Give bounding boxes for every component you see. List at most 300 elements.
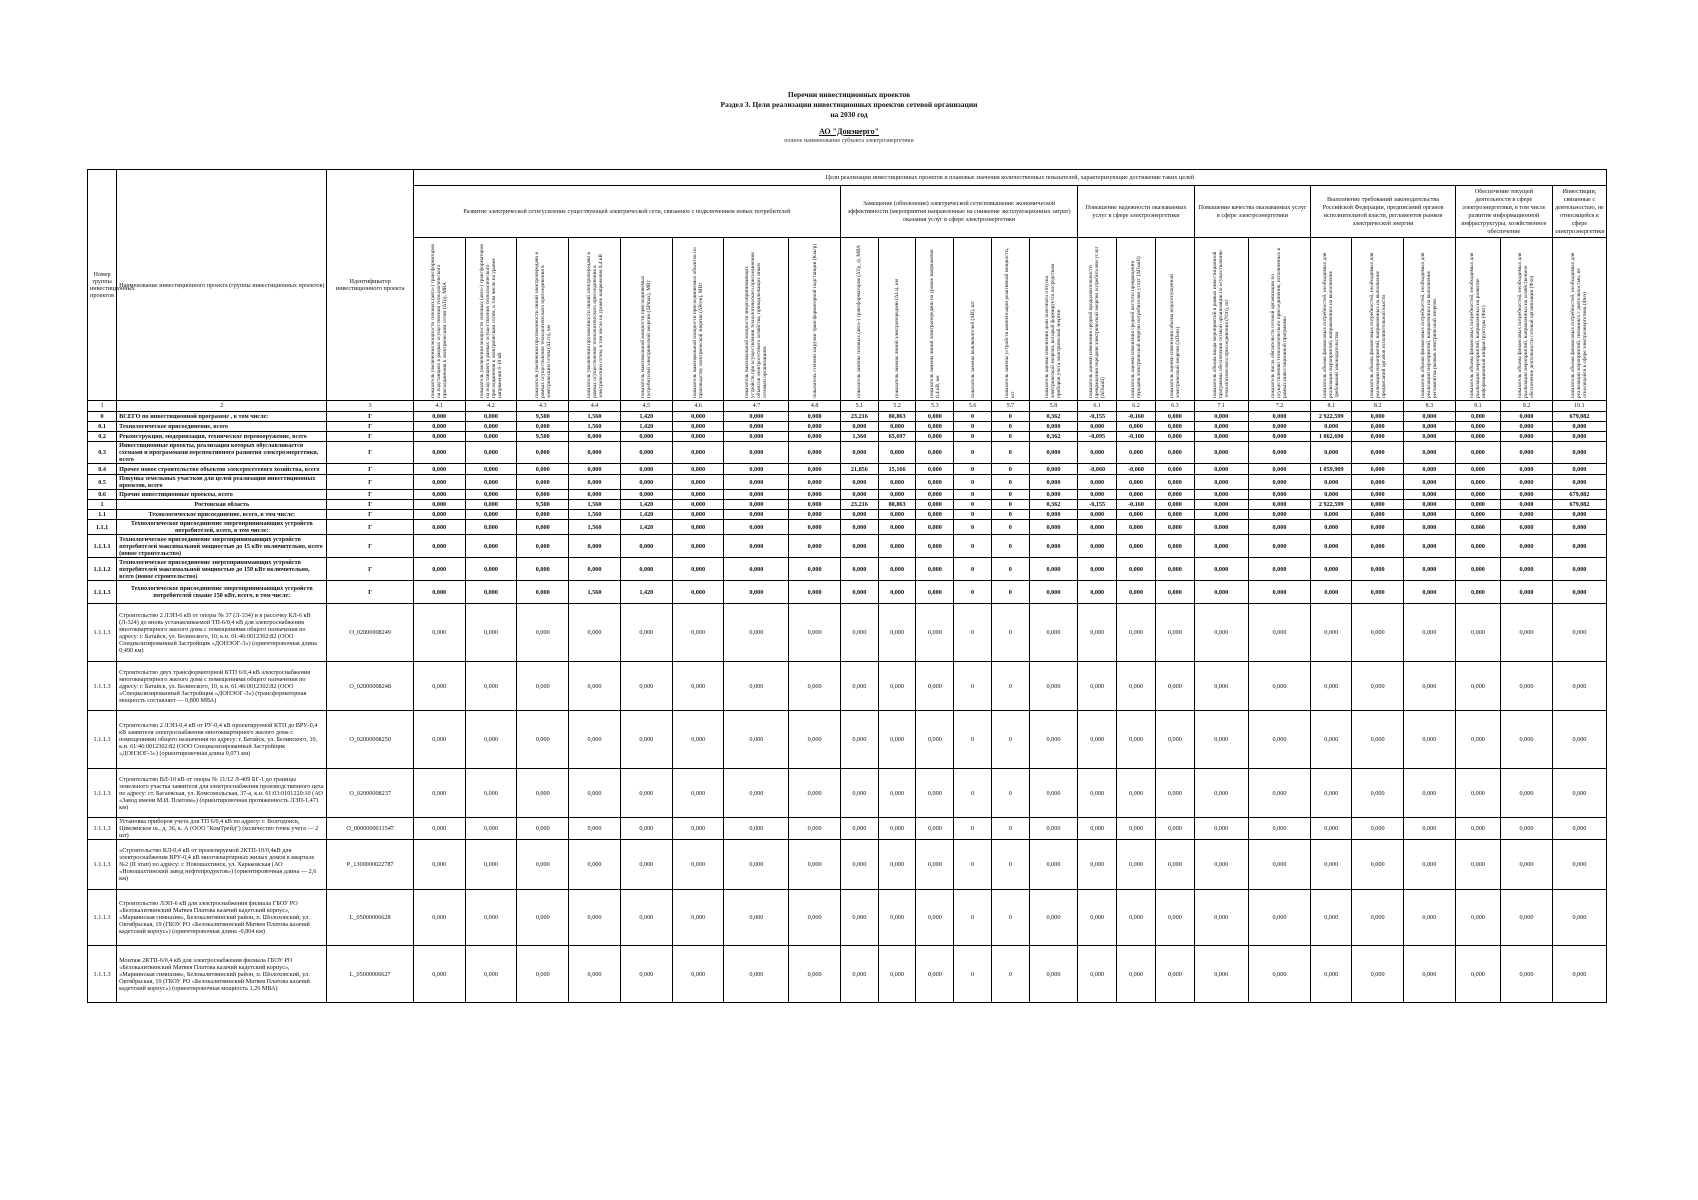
row-number: 0.3 xyxy=(88,442,117,464)
indicator-header-text: показатель максимальной мощности присоединяемых потребителей электрической энергии (ΔРmax), МВт xyxy=(640,275,653,398)
indicator-header-text: показатель увеличения мощности силовых (авто-) трансформаторов на подстанциях в рамках осуществления технологического присоединения к электрическим сетям, в том числе на уровне напряжения 6-10 кВ xyxy=(478,244,503,398)
indicator-value: 0,000 xyxy=(1352,432,1404,442)
indicator-value: 0,000 xyxy=(1155,604,1194,662)
indicator-value: 23,216 xyxy=(840,500,878,510)
indicator-value: 0,000 xyxy=(1029,490,1078,500)
indicator-value: 0,000 xyxy=(413,890,465,946)
indicator-value: 0,000 xyxy=(1194,558,1248,581)
indicator-value: 1,560 xyxy=(569,422,621,432)
group-header-current-activity: Обеспечение текущей деятельности в сфере электроэнергетики, в том числе развитие информационной инфраструктуры, хозяйственное обеспечение xyxy=(1455,186,1552,238)
indicator-value: 0,000 xyxy=(1155,432,1194,442)
indicator-value: -0,060 xyxy=(1078,464,1117,475)
group-header-development: Развитие электрической сети/усиление существующей электрической сети, связанное с подключением новых потребителей xyxy=(413,186,840,238)
indicator-value: 21,856 xyxy=(840,464,878,475)
indicator-value: 0,000 xyxy=(672,422,724,432)
indicator-value: 0,000 xyxy=(1311,490,1352,500)
indicator-value: 0,000 xyxy=(569,840,621,890)
indicator-value: -0,095 xyxy=(1078,432,1117,442)
indicator-value: 0,000 xyxy=(620,490,672,500)
indicator-value: 0 xyxy=(954,510,992,520)
project-id: Г xyxy=(327,558,413,581)
indicator-value: 15,166 xyxy=(878,464,916,475)
indicator-value: 0 xyxy=(991,442,1029,464)
indicator-value: 0,000 xyxy=(789,475,841,490)
indicator-value: 0,000 xyxy=(1404,520,1456,535)
indicator-value: 0,000 xyxy=(1029,604,1078,662)
indicator-value: 0,000 xyxy=(620,662,672,711)
indicator-value: 0,000 xyxy=(465,520,517,535)
indicator-value: 0,000 xyxy=(916,711,954,769)
project-name: Прочие инвестиционные проекты, всего xyxy=(117,490,327,500)
column-number: 2 xyxy=(117,401,327,412)
indicator-value: 0,000 xyxy=(1311,422,1352,432)
indicator-header xyxy=(789,238,841,401)
indicator-value: 0,000 xyxy=(1404,500,1456,510)
project-id: L_05000006628 xyxy=(327,890,413,946)
indicator-value: 0,000 xyxy=(1117,818,1156,840)
row-number: 1 xyxy=(88,500,117,510)
project-id: O_02000008250 xyxy=(327,711,413,769)
indicator-value: 0,000 xyxy=(1155,890,1194,946)
group-header-legal-requirements: Выполнение требований законодательства Российской Федерации, предписаний органов исполнительной власти, регламентов рынков электрической энергии xyxy=(1311,186,1456,238)
indicator-value: 0 xyxy=(991,662,1029,711)
indicator-value: 1,560 xyxy=(569,500,621,510)
indicator-value: 0,000 xyxy=(1029,711,1078,769)
indicator-value: 0,000 xyxy=(1248,604,1311,662)
column-number: 5.6 xyxy=(954,401,992,412)
indicator-value: 0,000 xyxy=(1311,818,1352,840)
indicator-value: 0,000 xyxy=(1155,818,1194,840)
project-id: Г xyxy=(327,475,413,490)
project-id: Г xyxy=(327,432,413,442)
indicator-value: 0,000 xyxy=(620,890,672,946)
indicator-value: 0,000 xyxy=(724,464,789,475)
indicator-header xyxy=(840,238,878,401)
row-number: 1.1.1.3 xyxy=(88,946,117,1003)
row-number: 1.1.1.3 xyxy=(88,581,117,604)
indicator-value: 0,000 xyxy=(724,500,789,510)
indicator-value: 0,000 xyxy=(1248,475,1311,490)
indicator-value: 0,000 xyxy=(1311,442,1352,464)
indicator-value: 0,000 xyxy=(1194,412,1248,422)
indicator-value: 0,000 xyxy=(1455,510,1500,520)
indicator-header xyxy=(413,238,465,401)
indicator-value: 0,000 xyxy=(789,581,841,604)
indicator-value: 0,000 xyxy=(1117,558,1156,581)
column-number: 7.2 xyxy=(1248,401,1311,412)
indicator-value: 0,000 xyxy=(789,558,841,581)
indicator-value: 0,000 xyxy=(789,769,841,818)
indicator-value: 0,000 xyxy=(1248,558,1311,581)
indicator-header xyxy=(954,238,992,401)
indicator-value: 0,000 xyxy=(620,818,672,840)
indicator-value: 0,000 xyxy=(1248,500,1311,510)
indicator-value: 0,000 xyxy=(465,500,517,510)
indicator-value: 0,000 xyxy=(1029,422,1078,432)
indicator-value: 0,000 xyxy=(1117,711,1156,769)
indicator-value: 0,000 xyxy=(1311,510,1352,520)
indicator-value: 0,000 xyxy=(1078,840,1117,890)
indicator-value: 0,000 xyxy=(724,604,789,662)
indicator-value: 0,000 xyxy=(878,769,916,818)
project-name: Монтаж 2КТП-6/0,4 кВ для электроснабжения филиала ГБОУ РО «Белокалитвинский Матвея Платова казачий кадетский корпус», «Мариинская гимназия», Белокалитвинский район, п. Шолоховский, ул. Октябрьская, 19 (ГБОУ РО «Белокалитвинский Матвея Платова казачий кадетский корпус») (ориентировочная мощность 1,26 МВА) xyxy=(117,946,327,1003)
indicator-value: 0,000 xyxy=(1155,500,1194,510)
indicator-value: 0,000 xyxy=(1501,510,1553,520)
indicator-value: 0,000 xyxy=(840,604,878,662)
indicator-value: 0,000 xyxy=(1078,769,1117,818)
indicator-value: 0,000 xyxy=(789,432,841,442)
indicator-value: 0,000 xyxy=(840,946,878,1003)
indicator-value: 0,000 xyxy=(620,604,672,662)
indicator-header-text: показатель степени загрузки трансформаторной подстанции (Кзагр) xyxy=(811,244,818,398)
indicator-value: 0,000 xyxy=(1501,432,1553,442)
indicator-value: 0 xyxy=(954,558,992,581)
indicator-value: 0,000 xyxy=(413,946,465,1003)
indicator-value: 0 xyxy=(954,711,992,769)
indicator-value: 1,420 xyxy=(620,510,672,520)
indicator-value: -0,160 xyxy=(1117,500,1156,510)
indicator-value: 0,000 xyxy=(1501,769,1553,818)
goals-header: Цели реализации инвестиционных проектов и плановые значения количественных показателей, характеризующие достижение таких целей xyxy=(413,170,1606,186)
project-id: Г xyxy=(327,464,413,475)
indicator-value: 0,000 xyxy=(1155,840,1194,890)
indicator-value: 0,000 xyxy=(1029,442,1078,464)
indicator-value: 0,000 xyxy=(789,412,841,422)
indicator-value: 0,000 xyxy=(1117,890,1156,946)
indicator-value: 0,000 xyxy=(1155,520,1194,535)
indicator-value: 0,000 xyxy=(620,769,672,818)
column-number: 8.2 xyxy=(1352,401,1404,412)
indicator-header-text: показатель замены линий электропередачи на уровне напряжения 0,4 кВ, км xyxy=(928,249,941,398)
indicator-value: 0,000 xyxy=(1455,711,1500,769)
indicator-value: 0,000 xyxy=(1248,520,1311,535)
column-number: 4.4 xyxy=(569,401,621,412)
indicator-value: 0,000 xyxy=(1078,422,1117,432)
indicator-value: 0 xyxy=(991,604,1029,662)
indicator-value: 0 xyxy=(954,769,992,818)
project-id: Г xyxy=(327,412,413,422)
indicator-value: 0,000 xyxy=(1029,558,1078,581)
indicator-value: 0,000 xyxy=(1404,840,1456,890)
indicator-value: 0,000 xyxy=(789,818,841,840)
indicator-value: 0,000 xyxy=(1552,510,1606,520)
indicator-value: 0,000 xyxy=(1248,769,1311,818)
indicator-value: 0,000 xyxy=(1078,662,1117,711)
indicator-value: 0,000 xyxy=(1455,818,1500,840)
indicator-value: 0,000 xyxy=(672,442,724,464)
indicator-value: 0 xyxy=(991,490,1029,500)
indicator-value: 0,000 xyxy=(916,558,954,581)
column-number: 4.5 xyxy=(620,401,672,412)
indicator-value: 0,000 xyxy=(569,711,621,769)
indicator-value: 0,000 xyxy=(620,464,672,475)
indicator-value: 0,000 xyxy=(1117,581,1156,604)
project-name: Технологическое присоединение энергопринимающих устройств потребителей максимальной мощностью до 150 кВт включительно, всего (новое строительство) xyxy=(117,558,327,581)
indicator-value: 0,000 xyxy=(916,500,954,510)
row-number: 1.1.1.3 xyxy=(88,818,117,840)
indicator-value: 0,000 xyxy=(1352,769,1404,818)
indicator-value: 0,000 xyxy=(1078,510,1117,520)
indicator-header xyxy=(724,238,789,401)
indicator-value: 0,000 xyxy=(1404,946,1456,1003)
indicator-value: 0,000 xyxy=(1078,490,1117,500)
indicator-value: 0,000 xyxy=(413,604,465,662)
indicator-value: 0,000 xyxy=(465,432,517,442)
indicator-value: 0,000 xyxy=(620,840,672,890)
indicator-value: 0,000 xyxy=(1078,558,1117,581)
indicator-value: 0,000 xyxy=(413,475,465,490)
indicator-value: 0,000 xyxy=(1455,840,1500,890)
project-id: O_02000008249 xyxy=(327,604,413,662)
indicator-header xyxy=(569,238,621,401)
row-number: 1.1.1.3 xyxy=(88,890,117,946)
column-number: 4.2 xyxy=(465,401,517,412)
row-number: 0.1 xyxy=(88,422,117,432)
table-row xyxy=(88,840,1607,890)
indicator-value: 0,000 xyxy=(1029,818,1078,840)
indicator-value: 0,000 xyxy=(840,510,878,520)
indicator-value: 0,000 xyxy=(1404,464,1456,475)
indicator-value: 0,000 xyxy=(916,520,954,535)
indicator-header xyxy=(1404,238,1456,401)
indicator-value: 0,000 xyxy=(840,520,878,535)
indicator-value: 0,000 xyxy=(1455,946,1500,1003)
indicator-value: 0,000 xyxy=(569,769,621,818)
indicator-header-text: показатель замены выключателей (ΔВ), шт xyxy=(969,301,976,398)
indicator-value: 0,000 xyxy=(1352,422,1404,432)
indicator-value: 0 xyxy=(991,946,1029,1003)
column-number: 6.1 xyxy=(1078,401,1117,412)
row-number: 0.5 xyxy=(88,475,117,490)
indicator-value: 0 xyxy=(991,464,1029,475)
indicator-value: 0,000 xyxy=(413,662,465,711)
indicator-value: 0,000 xyxy=(672,535,724,558)
indicator-value: 0,000 xyxy=(916,432,954,442)
indicator-value: 0,000 xyxy=(1029,464,1078,475)
indicator-value: 0,000 xyxy=(569,890,621,946)
indicator-value: 1,420 xyxy=(620,520,672,535)
indicator-value: 0,000 xyxy=(724,711,789,769)
indicator-value: 0,000 xyxy=(1029,769,1078,818)
indicator-value: 0 xyxy=(954,520,992,535)
indicator-value: 0,000 xyxy=(569,535,621,558)
indicator-value: 0,000 xyxy=(620,535,672,558)
indicator-value: 0,000 xyxy=(1352,490,1404,500)
table-row xyxy=(88,464,1607,475)
indicator-value: 0,000 xyxy=(1194,769,1248,818)
indicator-value: 0,000 xyxy=(413,432,465,442)
project-name: Установка приборов учета для ТП 6/0,4 кВ по адресу: г. Волгодонск, Цимлянское ш., д. 36, к. А (ООО "КомТрейд") (количество точек учета — 2 шт) xyxy=(117,818,327,840)
indicator-value: 0,000 xyxy=(916,818,954,840)
table-row xyxy=(88,769,1607,818)
indicator-value: 0,000 xyxy=(1117,442,1156,464)
indicator-value: 0,000 xyxy=(1404,510,1456,520)
indicator-header xyxy=(465,238,517,401)
indicator-header-text: показатель замены силовых (авто-) трансформаторов (ΔТр_з), МВА xyxy=(856,245,863,398)
indicator-value: 0,000 xyxy=(1078,818,1117,840)
indicator-header xyxy=(1194,238,1248,401)
indicator-value: 0,000 xyxy=(1455,890,1500,946)
indicator-value: 0,000 xyxy=(724,520,789,535)
indicator-value: 0,000 xyxy=(465,581,517,604)
indicator-value: 0,000 xyxy=(916,604,954,662)
indicator-header xyxy=(991,238,1029,401)
indicator-value: 0,000 xyxy=(517,558,569,581)
indicator-value: 1 862,690 xyxy=(1311,432,1352,442)
indicator-value: 0,000 xyxy=(840,490,878,500)
indicator-value: 0,000 xyxy=(517,840,569,890)
indicator-value: 0,000 xyxy=(840,535,878,558)
indicator-value: 0,000 xyxy=(465,535,517,558)
table-row xyxy=(88,581,1607,604)
indicator-value: 0,000 xyxy=(672,890,724,946)
indicator-value: 0,000 xyxy=(878,520,916,535)
indicator-value: -0,160 xyxy=(1117,412,1156,422)
indicator-value: 0,000 xyxy=(1352,711,1404,769)
column-number: 4.7 xyxy=(724,401,789,412)
indicator-value: 0,000 xyxy=(1155,558,1194,581)
project-id: Г xyxy=(327,442,413,464)
indicator-value: 0,000 xyxy=(724,535,789,558)
indicator-value: 0,000 xyxy=(1501,581,1553,604)
indicator-value: 0,000 xyxy=(1155,490,1194,500)
indicator-value: 0,000 xyxy=(789,535,841,558)
indicator-value: 0 xyxy=(991,500,1029,510)
indicator-value: 0,000 xyxy=(620,946,672,1003)
project-name: Инвестиционные проекты, реализация которых обуславливается схемами и программами перспективного развития электроэнергетики, всего xyxy=(117,442,327,464)
indicator-value: 0,000 xyxy=(517,422,569,432)
indicator-value: 0,000 xyxy=(840,769,878,818)
indicator-value: 0,000 xyxy=(1455,490,1500,500)
indicator-value: 0,000 xyxy=(916,490,954,500)
indicator-value: 0,000 xyxy=(1352,412,1404,422)
indicator-value: 0,000 xyxy=(1552,662,1606,711)
indicator-value: 0,000 xyxy=(465,464,517,475)
indicator-value: 0,000 xyxy=(1404,604,1456,662)
indicator-value: 0,000 xyxy=(569,558,621,581)
indicator-value: 0,000 xyxy=(1194,662,1248,711)
indicator-header xyxy=(1501,238,1553,401)
indicator-value: 0,000 xyxy=(672,412,724,422)
indicator-value: 0 xyxy=(991,535,1029,558)
indicator-value: 0,000 xyxy=(413,769,465,818)
doc-title-line1: Перечни инвестиционных проектов xyxy=(787,90,911,99)
indicator-header-text: показатель числа обязательств сетевой организации по осуществлению технологического присоединения, исполненных в рамках инвестиционной программы xyxy=(1270,248,1289,398)
indicator-header-text: показатель максимальной мощности присоединяемых объектов по производству электрической энергии (ΔРген), МВт xyxy=(692,247,705,398)
indicator-value: 0,000 xyxy=(789,890,841,946)
indicator-value: 0,000 xyxy=(1501,475,1553,490)
indicator-value: 0,000 xyxy=(724,818,789,840)
indicator-value: 0,000 xyxy=(1117,946,1156,1003)
indicator-value: 0,000 xyxy=(1248,946,1311,1003)
indicator-value: 0,000 xyxy=(672,840,724,890)
indicator-value: 0,000 xyxy=(1455,475,1500,490)
indicator-value: 0,000 xyxy=(1248,490,1311,500)
indicator-value: 0,000 xyxy=(789,662,841,711)
column-number: 5.3 xyxy=(916,401,954,412)
indicator-value: 679,082 xyxy=(1552,490,1606,500)
indicator-value: 0,000 xyxy=(1029,662,1078,711)
indicator-value: 0,000 xyxy=(878,711,916,769)
indicator-value: 0,000 xyxy=(1455,432,1500,442)
indicator-value: 0,000 xyxy=(1194,442,1248,464)
indicator-value: 1,420 xyxy=(620,500,672,510)
indicator-value: 0,000 xyxy=(413,711,465,769)
indicator-value: 0,000 xyxy=(465,711,517,769)
indicator-value: 0,000 xyxy=(620,442,672,464)
indicator-value: 0,000 xyxy=(465,769,517,818)
indicator-value: 0 xyxy=(954,946,992,1003)
indicator-value: 0,000 xyxy=(724,475,789,490)
indicator-value: 0,000 xyxy=(1501,490,1553,500)
col-header-id: Идентификатор инвестиционного проекта xyxy=(327,170,413,401)
indicator-value: 0,000 xyxy=(724,662,789,711)
row-number: 0.6 xyxy=(88,490,117,500)
indicator-value: 0 xyxy=(991,581,1029,604)
indicator-value: 0,000 xyxy=(1352,604,1404,662)
indicator-value: 0,000 xyxy=(569,464,621,475)
indicator-value: 0,000 xyxy=(517,769,569,818)
indicator-value: 0,000 xyxy=(789,840,841,890)
indicator-value: 0,000 xyxy=(1194,464,1248,475)
indicator-value: 0,000 xyxy=(878,422,916,432)
indicator-value: 0,000 xyxy=(517,510,569,520)
column-number: 9.2 xyxy=(1501,401,1553,412)
indicator-value: 0,000 xyxy=(1352,520,1404,535)
indicator-value: 0,000 xyxy=(465,946,517,1003)
indicator-value: 0,000 xyxy=(413,558,465,581)
indicator-value: 0,000 xyxy=(1352,464,1404,475)
indicator-value: 0,000 xyxy=(1352,442,1404,464)
project-name: Строительство ВЛ-10 кВ от опоры № 11/12 Л-409 БГ-1 до границы земельного участка заявителя для электроснабжения производственного цеха по адресу: ст. Багаевская, ул. Комсомольская, 37-а, к.н. 61:03:0101220:10 (АО «Завод имени М.И. Платова») (ориентировочная протяженность ЛЭП-1,471 км) xyxy=(117,769,327,818)
indicator-value: 0,000 xyxy=(1117,604,1156,662)
indicator-value: 0,000 xyxy=(1311,475,1352,490)
row-number: 1.1.1 xyxy=(88,520,117,535)
table-row xyxy=(88,818,1607,840)
indicator-value: 0,000 xyxy=(840,890,878,946)
indicator-value: 0,000 xyxy=(1552,711,1606,769)
indicator-value: 0,000 xyxy=(1455,412,1500,422)
indicator-value: 1,420 xyxy=(620,581,672,604)
table-row xyxy=(88,711,1607,769)
indicator-value: 1,560 xyxy=(569,581,621,604)
indicator-value: 0 xyxy=(954,464,992,475)
indicator-value: 0,000 xyxy=(569,442,621,464)
indicator-value: 0,000 xyxy=(789,510,841,520)
indicator-value: 0,000 xyxy=(465,442,517,464)
indicator-value: 0,000 xyxy=(413,520,465,535)
indicator-value: 0,000 xyxy=(413,535,465,558)
indicator-header xyxy=(1352,238,1404,401)
indicator-value: 0,000 xyxy=(724,412,789,422)
indicator-value: 0,000 xyxy=(1501,840,1553,890)
indicator-value: 0,000 xyxy=(413,818,465,840)
row-number: 1.1.1.3 xyxy=(88,711,117,769)
row-number: 1.1.1.3 xyxy=(88,662,117,711)
indicator-value: 0 xyxy=(991,711,1029,769)
indicator-value: 0,000 xyxy=(1501,604,1553,662)
indicator-header-text: показатель увеличения протяженности линий электропередачи в рамках осуществления технологического присоединения к электрическим сетям, в том числе на уровне напряжения 0,4 кВ xyxy=(585,252,604,398)
indicator-value: 0,000 xyxy=(840,558,878,581)
indicator-value: 0,000 xyxy=(1455,442,1500,464)
indicator-value: 0,000 xyxy=(569,475,621,490)
indicator-value: 0,000 xyxy=(1194,432,1248,442)
project-name: Покупка земельных участков для целей реализации инвестиционных проектов, всего xyxy=(117,475,327,490)
indicator-value: 0,000 xyxy=(1194,711,1248,769)
indicator-value: 0,000 xyxy=(1352,500,1404,510)
project-name: Ростовская область xyxy=(117,500,327,510)
indicator-value: 0,000 xyxy=(1117,422,1156,432)
